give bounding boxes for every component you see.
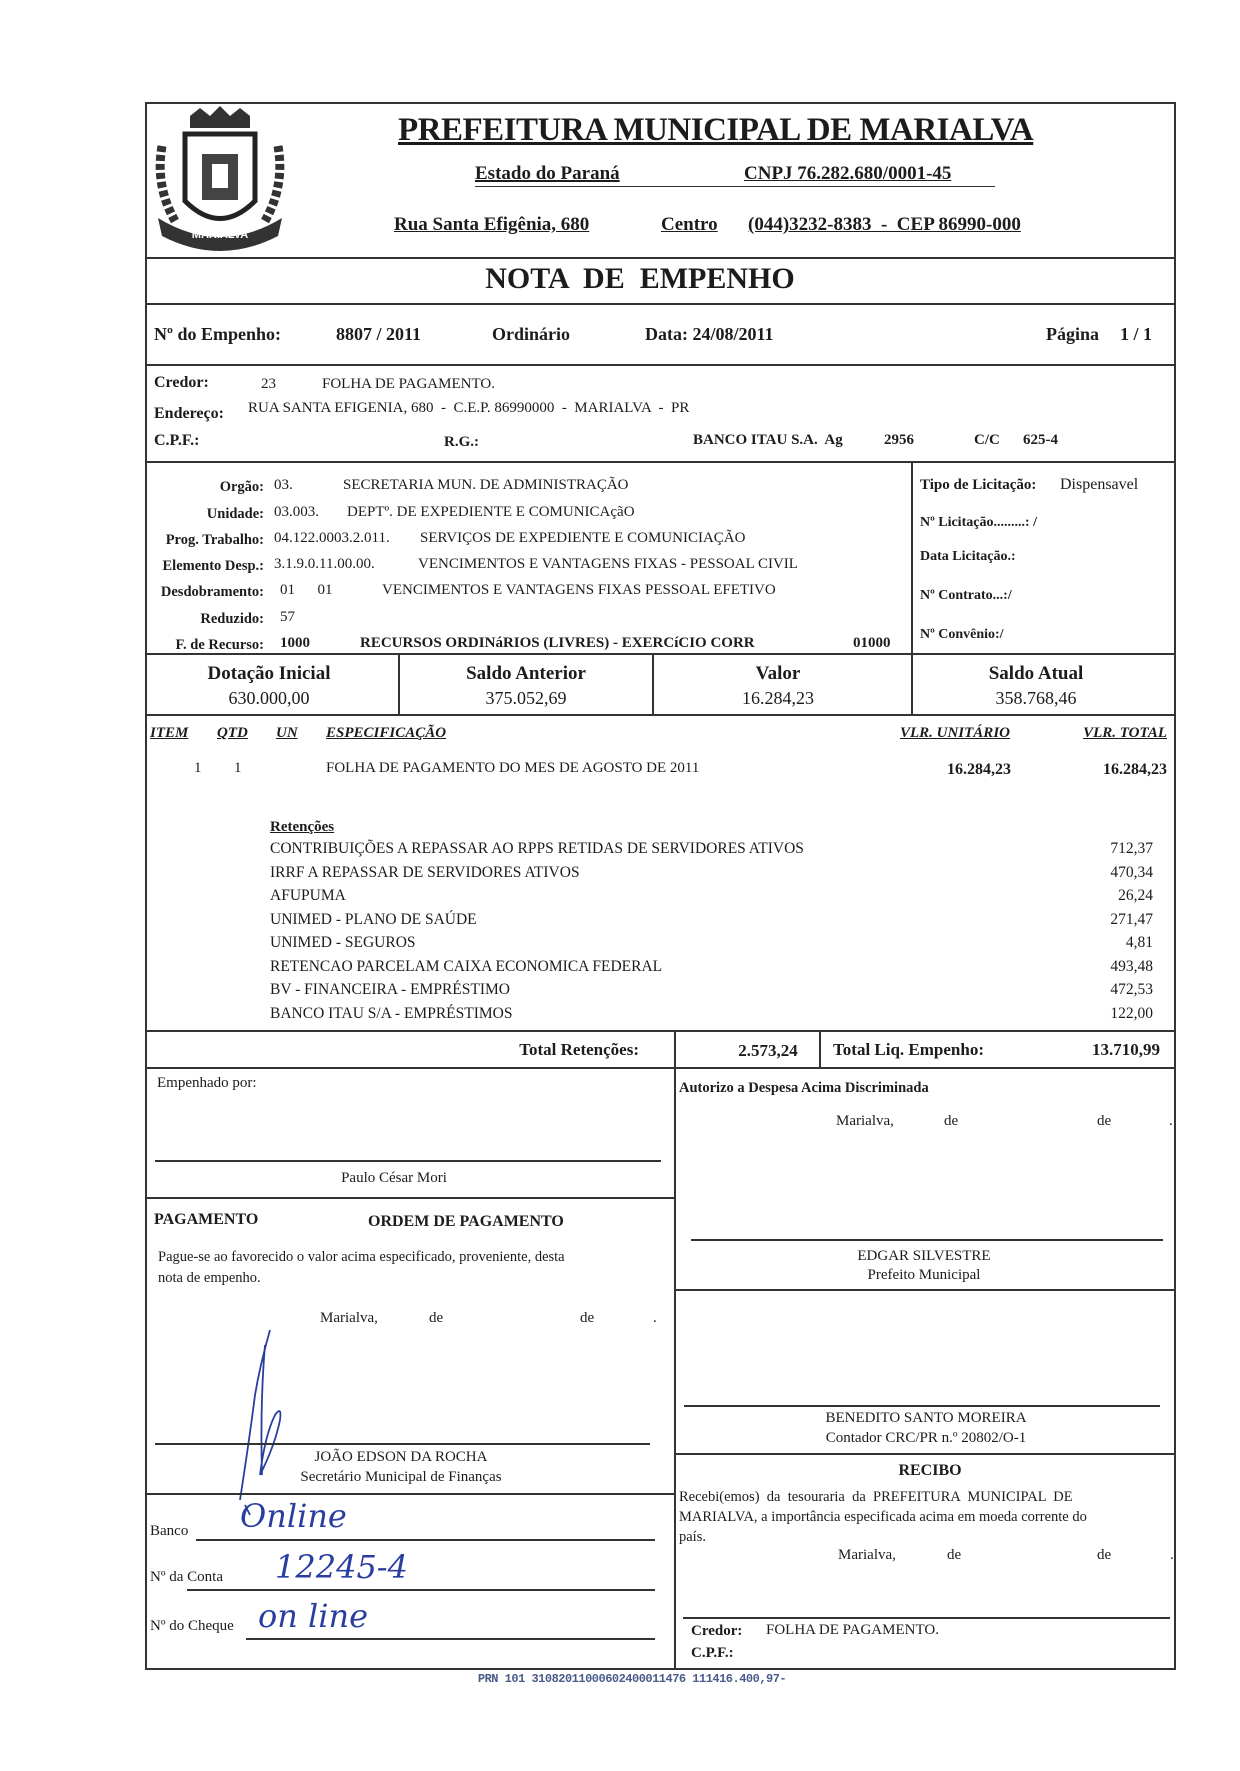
item-total: 16.284,23 bbox=[1103, 761, 1167, 778]
recibo-text-2: MARIALVA, a importância especificada acima em moeda corrente do bbox=[679, 1509, 1087, 1525]
classification-label: Orgão: bbox=[219, 479, 264, 495]
date-de: de bbox=[580, 1310, 595, 1326]
licitacao-date: Data Licitação.: bbox=[920, 549, 1016, 564]
licitacao-type-label: Tipo de Licitação: bbox=[920, 477, 1037, 493]
banco-label: Banco bbox=[150, 1523, 189, 1539]
retencao-value: 470,34 bbox=[1110, 863, 1153, 881]
svg-text:MARIALVA: MARIALVA bbox=[191, 229, 249, 241]
retencao-desc: UNIMED - SEGUROS bbox=[270, 934, 416, 951]
retencao-desc: IRRF A REPASSAR DE SERVIDORES ATIVOS bbox=[270, 863, 580, 881]
divider bbox=[145, 257, 1174, 259]
coat-of-arms-logo bbox=[150, 106, 290, 256]
divider bbox=[145, 461, 1174, 463]
retencao-value: 271,47 bbox=[1110, 910, 1153, 928]
classification-label: Elemento Desp.: bbox=[162, 558, 264, 574]
cheque-value: on line bbox=[258, 1597, 369, 1635]
empenho-number-label: Nº do Empenho: bbox=[154, 324, 281, 344]
divider bbox=[145, 653, 1174, 655]
saldo-label: Saldo Anterior bbox=[466, 663, 586, 684]
empenho-type: Ordinário bbox=[492, 324, 571, 344]
cc-number: 625-4 bbox=[1023, 432, 1058, 448]
prefeito-name: EDGAR SILVESTRE bbox=[857, 1248, 991, 1264]
divider bbox=[145, 1030, 1174, 1032]
retencao-desc: RETENCAO PARCELAM CAIXA ECONOMICA FEDERAL bbox=[270, 957, 663, 975]
total-retencoes-value: 2.573,24 bbox=[738, 1041, 798, 1060]
banco-line bbox=[196, 1539, 655, 1541]
credor-name: FOLHA DE PAGAMENTO. bbox=[322, 376, 495, 392]
conta-label: Nº da Conta bbox=[150, 1569, 223, 1585]
cpf-label: C.P.F.: bbox=[154, 432, 200, 449]
divider bbox=[819, 1030, 821, 1067]
item-desc: FOLHA DE PAGAMENTO DO MES DE AGOSTO DE 2011 bbox=[326, 760, 700, 776]
empenho-number: 8807 / 2011 bbox=[336, 324, 422, 344]
retencao-desc: CONTRIBUIÇÕES A REPASSAR AO RPPS RETIDAS DE SERVIDORES ATIVOS bbox=[270, 840, 804, 857]
divider bbox=[145, 1067, 1174, 1069]
date-de: de bbox=[1097, 1547, 1112, 1563]
total-liquido-label: Total Liq. Empenho: bbox=[833, 1040, 984, 1059]
date-city: Marialva, bbox=[836, 1113, 894, 1129]
col-item: ITEM bbox=[150, 725, 189, 741]
item-qty: 1 bbox=[234, 760, 242, 776]
credor-address: RUA SANTA EFIGENIA, 680 - C.E.P. 86990000 - MARIALVA - PR bbox=[248, 400, 690, 416]
date-dot: . bbox=[653, 1310, 657, 1326]
classification-label: Prog. Trabalho: bbox=[165, 532, 264, 548]
page-number: 1 / 1 bbox=[1120, 324, 1153, 344]
divider bbox=[145, 714, 1174, 716]
retencao-value: 712,37 bbox=[1110, 840, 1153, 857]
signature-line bbox=[691, 1239, 1163, 1241]
street-address: Rua Santa Efigênia, 680 bbox=[394, 214, 590, 235]
retencao-value: 122,00 bbox=[1110, 1004, 1153, 1022]
retencao-desc: BANCO ITAU S/A - EMPRÉSTIMOS bbox=[270, 1004, 513, 1022]
prefeito-role: Prefeito Municipal bbox=[867, 1267, 981, 1283]
classification-desc: RECURSOS ORDINáRIOS (LIVRES) - EXERCíCIO CORR bbox=[360, 635, 755, 651]
date-de: de bbox=[1097, 1113, 1112, 1129]
date-dot: . bbox=[1169, 1113, 1173, 1129]
divider bbox=[145, 1493, 674, 1495]
municipality-title: PREFEITURA MUNICIPAL DE MARIALVA bbox=[398, 112, 1034, 148]
saldo-value: 16.284,23 bbox=[742, 688, 814, 708]
retencao-value: 493,48 bbox=[1110, 957, 1153, 975]
phone-cep: (044)3232-8383 - CEP 86990-000 bbox=[748, 214, 1021, 235]
retencao-desc: AFUPUMA bbox=[270, 887, 346, 904]
retencoes-title: Retenções bbox=[270, 819, 335, 835]
classification-desc: SECRETARIA MUN. DE ADMINISTRAÇÃO bbox=[343, 477, 629, 493]
divider bbox=[674, 1030, 676, 1067]
classification-extra: 01000 bbox=[853, 635, 891, 651]
total-liquido-value: 13.710,99 bbox=[1092, 1040, 1160, 1059]
classification-label: Reduzido: bbox=[200, 611, 264, 627]
signature-line bbox=[684, 1405, 1160, 1407]
pagamento-title: PAGAMENTO bbox=[154, 1211, 259, 1228]
classification-code: 1000 bbox=[280, 635, 310, 651]
conta-value: 12245-4 bbox=[275, 1548, 408, 1586]
classification-code: 03.003. bbox=[274, 504, 319, 520]
cheque-line bbox=[246, 1638, 655, 1640]
classification-code: 57 bbox=[280, 609, 295, 625]
col-spec: ESPECIFICAÇÃO bbox=[326, 725, 447, 741]
saldo-label: Saldo Atual bbox=[988, 663, 1084, 684]
divider bbox=[674, 1453, 1174, 1455]
retencao-value: 4,81 bbox=[1125, 934, 1153, 951]
date-city: Marialva, bbox=[320, 1310, 378, 1326]
classification-code: 3.1.9.0.11.00.00. bbox=[274, 556, 375, 572]
total-retencoes-label: Total Retenções: bbox=[519, 1040, 639, 1059]
convenio-number: Nº Convênio:/ bbox=[920, 627, 1004, 642]
item-number: 1 bbox=[194, 760, 202, 776]
classification-label: Desdobramento: bbox=[160, 584, 264, 600]
page-label: Página bbox=[1046, 324, 1100, 344]
cc-label: C/C bbox=[974, 432, 1000, 448]
recibo-credor-label: Credor: bbox=[691, 1623, 743, 1639]
divider bbox=[398, 653, 400, 714]
divider bbox=[652, 653, 654, 714]
date-de: de bbox=[947, 1547, 962, 1563]
footer-stamp: PRN 101 31082011000602400011476 111416.400,97- bbox=[477, 1672, 787, 1686]
classification-code: 04.122.0003.2.011. bbox=[274, 530, 390, 546]
classification-desc: SERVIÇOS DE EXPEDIENTE E COMUNICIAÇÃO bbox=[420, 530, 746, 546]
licitacao-number: Nº Licitação.........: / bbox=[920, 515, 1037, 530]
conta-line bbox=[187, 1589, 655, 1591]
handwritten-signature bbox=[210, 1325, 290, 1525]
divider bbox=[145, 364, 1174, 366]
item-unit-price: 16.284,23 bbox=[947, 761, 1011, 778]
cheque-label: Nº do Cheque bbox=[150, 1618, 234, 1634]
date-de: de bbox=[429, 1310, 444, 1326]
classification-desc: VENCIMENTOS E VANTAGENS FIXAS PESSOAL EFETIVO bbox=[382, 582, 776, 598]
recibo-text-3: país. bbox=[679, 1529, 706, 1545]
rg-label: R.G.: bbox=[444, 434, 479, 450]
divider bbox=[145, 303, 1174, 305]
contract-number: Nº Contrato...:/ bbox=[920, 588, 1012, 603]
divider bbox=[674, 1289, 1174, 1291]
recibo-title: RECIBO bbox=[898, 1462, 962, 1479]
classification-label: Unidade: bbox=[206, 506, 264, 522]
saldo-value: 375.052,69 bbox=[485, 688, 567, 708]
recibo-cpf-label: C.P.F.: bbox=[691, 1645, 734, 1661]
classification-label: F. de Recurso: bbox=[175, 637, 264, 653]
empenhado-por-label: Empenhado por: bbox=[157, 1075, 257, 1091]
pague-text-2: nota de empenho. bbox=[158, 1270, 261, 1286]
retencao-value: 472,53 bbox=[1110, 981, 1153, 998]
credor-code: 23 bbox=[261, 376, 276, 392]
date-de: de bbox=[944, 1113, 959, 1129]
divider bbox=[911, 461, 913, 714]
signature-line bbox=[683, 1617, 1170, 1619]
ordem-pagamento-title: ORDEM DE PAGAMENTO bbox=[368, 1213, 564, 1230]
contador-role: Contador CRC/PR n.º 20802/O-1 bbox=[825, 1430, 1027, 1446]
col-qtd: QTD bbox=[217, 725, 248, 741]
state-name: Estado do Paraná bbox=[475, 163, 620, 184]
retencao-desc: UNIMED - PLANO DE SAÚDE bbox=[270, 910, 477, 928]
credor-label: Credor: bbox=[154, 374, 209, 391]
retencao-value: 26,24 bbox=[1118, 887, 1153, 904]
banco-value: Online bbox=[240, 1497, 347, 1535]
col-unit-price: VLR. UNITÁRIO bbox=[899, 725, 1010, 741]
pague-text-1: Pague-se ao favorecido o valor acima especificado, proveniente, desta bbox=[158, 1249, 565, 1265]
date-city: Marialva, bbox=[838, 1547, 896, 1563]
classification-desc: VENCIMENTOS E VANTAGENS FIXAS - PESSOAL CIVIL bbox=[418, 556, 798, 572]
retencao-desc: BV - FINANCEIRA - EMPRÉSTIMO bbox=[270, 981, 510, 998]
contador-name: BENEDITO SANTO MOREIRA bbox=[825, 1410, 1027, 1426]
col-total: VLR. TOTAL bbox=[1083, 725, 1167, 741]
recibo-credor-name: FOLHA DE PAGAMENTO. bbox=[766, 1622, 939, 1638]
secretario-role: Secretário Municipal de Finanças bbox=[300, 1469, 502, 1485]
signature-line bbox=[155, 1443, 650, 1445]
recibo-text-1: Recebi(emos) da tesouraria da PREFEITURA MUNICIPAL DE bbox=[679, 1489, 1073, 1505]
col-un: UN bbox=[276, 725, 298, 741]
document-title: NOTA DE EMPENHO bbox=[485, 262, 795, 295]
divider bbox=[475, 186, 995, 187]
district: Centro bbox=[661, 214, 718, 235]
empenho-date: Data: 24/08/2011 bbox=[645, 324, 774, 344]
divider bbox=[145, 1197, 674, 1199]
classification-desc: DEPTº. DE EXPEDIENTE E COMUNICAçãO bbox=[347, 504, 635, 520]
signature-line bbox=[155, 1160, 661, 1162]
cnpj: CNPJ 76.282.680/0001-45 bbox=[744, 163, 952, 184]
classification-code: 03. bbox=[274, 477, 293, 493]
saldo-label: Valor bbox=[755, 663, 801, 684]
address-label: Endereço: bbox=[154, 405, 224, 422]
licitacao-type: Dispensavel bbox=[1060, 476, 1139, 493]
autorizo-text: Autorizo a Despesa Acima Discriminada bbox=[679, 1080, 929, 1096]
date-dot: . bbox=[1170, 1547, 1174, 1563]
bank-agency: 2956 bbox=[884, 432, 914, 448]
divider bbox=[674, 1067, 676, 1668]
classification-code: 01 01 bbox=[280, 582, 333, 598]
secretario-name: JOÃO EDSON DA ROCHA bbox=[314, 1449, 488, 1465]
bank-name: BANCO ITAU S.A. Ag bbox=[693, 432, 843, 448]
empenhado-por-name: Paulo César Mori bbox=[341, 1170, 447, 1186]
saldo-value: 358.768,46 bbox=[995, 688, 1077, 708]
saldo-label: Dotação Inicial bbox=[207, 663, 331, 684]
saldo-value: 630.000,00 bbox=[228, 688, 310, 708]
